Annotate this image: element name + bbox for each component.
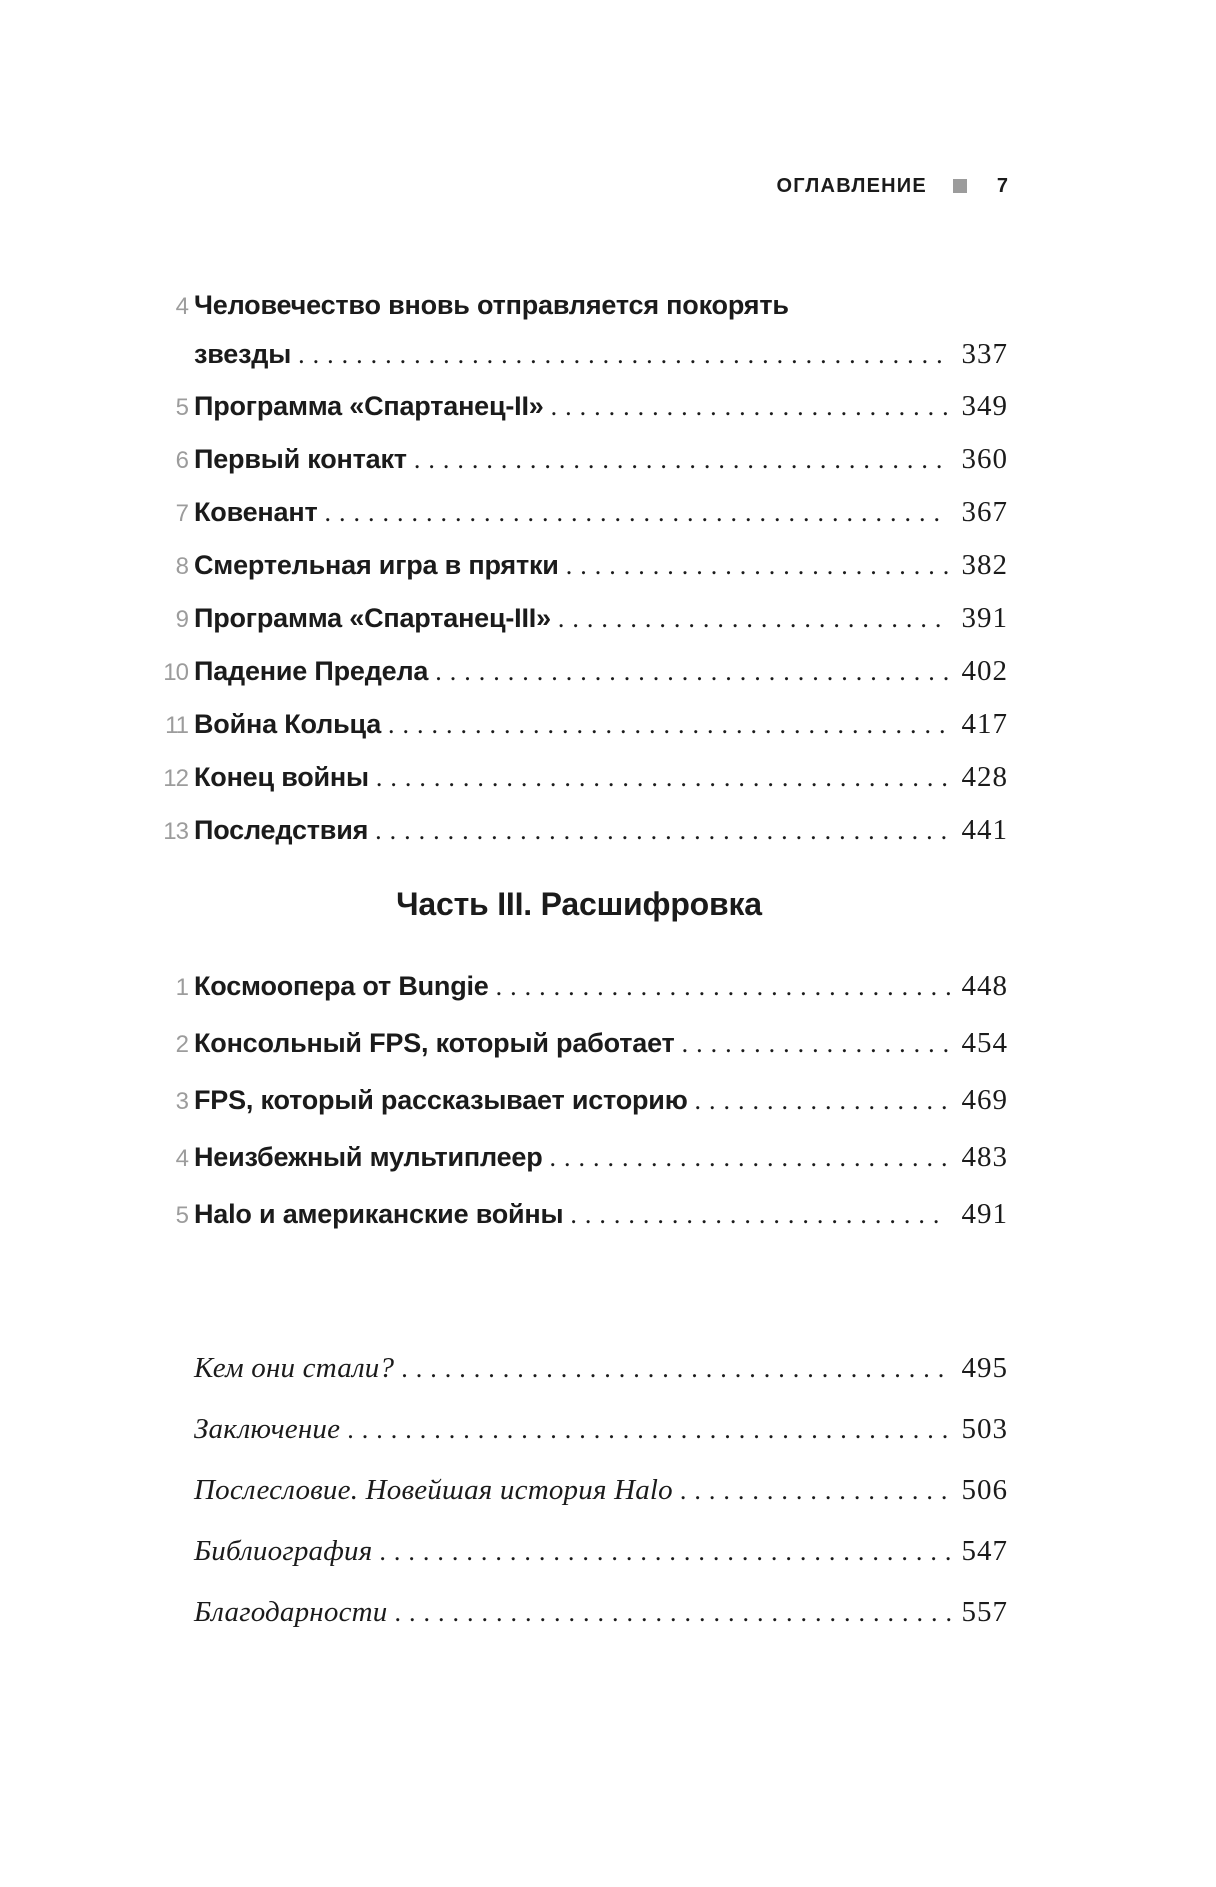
chapter-number: 1 — [175, 974, 188, 1001]
toc-entry — [150, 592, 1008, 645]
chapter-number: 7 — [175, 500, 188, 527]
chapter-title: Ковенант — [194, 497, 318, 527]
toc-entry — [150, 283, 1008, 328]
toc-entry-continuation — [150, 328, 1008, 380]
dot-leader: ............................ — [549, 1143, 956, 1172]
chapter-title-continuation: звезды — [194, 339, 292, 369]
part-heading: Часть III. Расшифровка — [396, 886, 762, 922]
dot-leader: ........................................ — [379, 1537, 960, 1566]
chapter-number: 13 — [163, 818, 188, 845]
page-number: 469 — [961, 1084, 1008, 1116]
dot-leader: ................... — [681, 1029, 958, 1058]
toc-entry — [150, 958, 1008, 1015]
dot-leader: ..................................... — [413, 445, 951, 474]
chapter-title: FPS, который рассказывает историю — [194, 1085, 688, 1115]
section-marker-square-icon — [953, 179, 967, 193]
running-head-page-number: 7 — [996, 174, 1008, 197]
chapter-title: Halo и американские войны — [194, 1199, 564, 1229]
toc-entry — [150, 539, 1008, 592]
toc-entry — [150, 1072, 1008, 1129]
page-number: 428 — [961, 761, 1008, 793]
chapter-title: Программа «Спартанец-III» — [194, 603, 551, 633]
chapter-number: 12 — [163, 765, 188, 792]
toc-entry — [150, 698, 1008, 751]
toc-entry — [150, 751, 1008, 804]
page-number: 337 — [961, 338, 1008, 370]
dot-leader: .................................... — [435, 657, 958, 686]
dot-leader: .................. — [694, 1086, 956, 1115]
chapter-number: 8 — [175, 553, 188, 580]
back-matter-title: Заключение — [194, 1413, 341, 1445]
dot-leader: ........................... — [557, 604, 950, 633]
back-matter-entry — [150, 1338, 1008, 1399]
back-matter-entry — [150, 1460, 1008, 1521]
chapter-number: 10 — [163, 659, 188, 686]
page-number: 491 — [961, 1198, 1008, 1230]
running-head — [150, 171, 1008, 201]
toc-entry — [150, 486, 1008, 539]
page-number: 417 — [961, 708, 1008, 740]
back-matter-entry — [150, 1582, 1008, 1643]
dot-leader: .......................... — [570, 1200, 948, 1229]
chapter-title: Неизбежный мультиплеер — [194, 1142, 543, 1172]
toc-entry — [150, 1129, 1008, 1186]
toc-entry — [150, 1186, 1008, 1243]
dot-leader: ....................................... — [388, 710, 954, 739]
dot-leader: .......................................... — [347, 1415, 957, 1444]
chapter-number: 9 — [175, 606, 188, 633]
page-number: 391 — [961, 602, 1008, 634]
chapter-number: 4 — [175, 1145, 188, 1172]
chapter-title: Первый контакт — [194, 444, 407, 474]
chapter-title: Смертельная игра в прятки — [194, 550, 559, 580]
toc-entry — [150, 380, 1008, 433]
chapter-title: Последствия — [194, 815, 369, 845]
dot-leader: ............................................. — [298, 340, 951, 369]
page-number: 454 — [961, 1027, 1008, 1059]
page-number: 448 — [961, 970, 1008, 1002]
page-number: 349 — [961, 390, 1008, 422]
page-number: 441 — [961, 814, 1008, 846]
chapter-number: 5 — [175, 1202, 188, 1229]
chapter-list-part2 — [150, 283, 1008, 857]
dot-leader: ........................................ — [375, 763, 956, 792]
back-matter-entry — [150, 1399, 1008, 1460]
page-number: 506 — [961, 1474, 1008, 1506]
back-matter-title: Кем они стали? — [194, 1352, 395, 1384]
back-matter-entry — [150, 1521, 1008, 1582]
dot-leader: ........................................... — [324, 498, 948, 527]
page-number: 360 — [961, 443, 1008, 475]
chapter-number: 5 — [175, 394, 188, 421]
chapter-title: Конец войны — [194, 762, 369, 792]
chapter-title: Космоопера от Bungie — [194, 971, 489, 1001]
chapter-number: 4 — [175, 293, 188, 320]
chapter-number: 6 — [175, 447, 188, 474]
chapter-number: 11 — [165, 712, 188, 739]
chapter-list-part3 — [150, 958, 1008, 1243]
page-number: 503 — [961, 1413, 1008, 1445]
back-matter-title: Библиография — [194, 1535, 373, 1567]
dot-leader: ............................ — [550, 392, 957, 421]
page-number: 557 — [961, 1596, 1008, 1628]
page-number: 483 — [961, 1141, 1008, 1173]
dot-leader: ................................ — [495, 972, 960, 1001]
page-number: 495 — [961, 1352, 1008, 1384]
chapter-title: Война Кольца — [194, 709, 382, 739]
chapter-title: Консольный FPS, который работает — [194, 1028, 675, 1058]
toc-entry — [150, 1015, 1008, 1072]
dot-leader: ...................................... — [401, 1354, 953, 1383]
chapter-number: 3 — [175, 1088, 188, 1115]
page-number: 367 — [961, 496, 1008, 528]
dot-leader: ........................................ — [375, 816, 956, 845]
chapter-title: Падение Предела — [194, 656, 429, 686]
toc-entry — [150, 645, 1008, 698]
back-matter-title: Послесловие. Новейшая история Halo — [194, 1474, 673, 1506]
page-number: 382 — [961, 549, 1008, 581]
chapter-title: Программа «Спартанец-II» — [194, 391, 544, 421]
running-head-title: ОГЛАВЛЕНИЕ — [776, 174, 927, 197]
dot-leader: ................... — [679, 1476, 956, 1505]
page-number: 402 — [961, 655, 1008, 687]
toc-entry — [150, 804, 1008, 857]
chapter-title: Человечество вновь отправляется покорять — [194, 290, 789, 320]
dot-leader: ....................................... — [394, 1598, 961, 1627]
toc-entry — [150, 433, 1008, 486]
page-number: 547 — [961, 1535, 1008, 1567]
chapter-number: 2 — [175, 1031, 188, 1058]
back-matter-title: Благодарности — [194, 1596, 388, 1628]
back-matter-list — [150, 1338, 1008, 1643]
dot-leader: ........................... — [565, 551, 958, 580]
